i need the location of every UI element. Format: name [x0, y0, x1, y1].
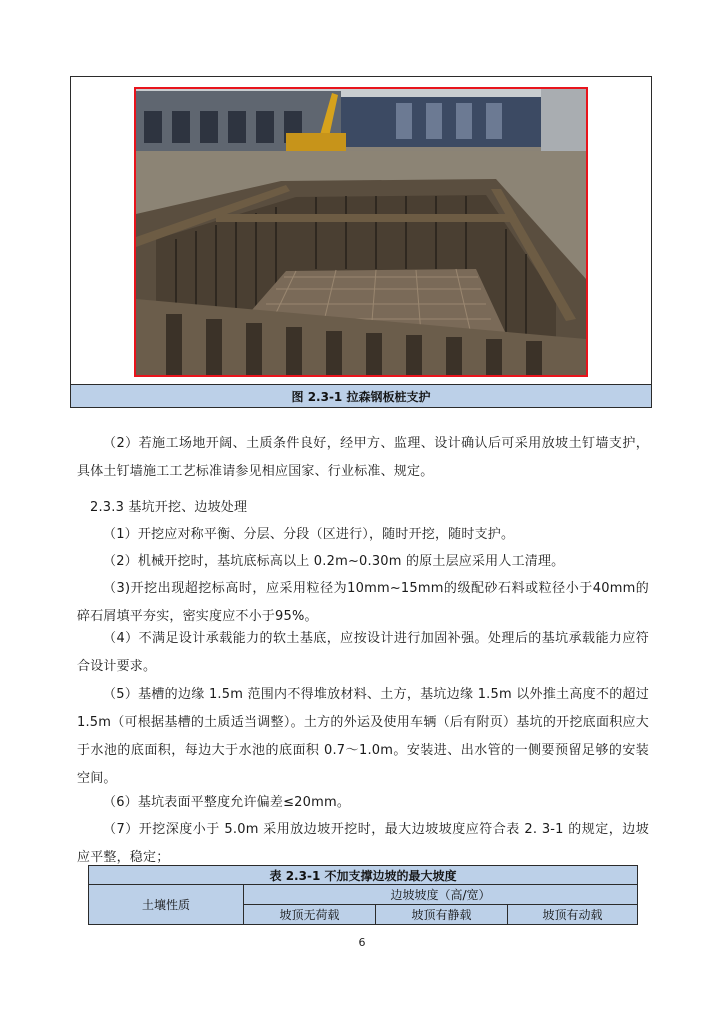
paragraph-item-7: （7）开挖深度小于 5.0m 采用放边坡开挖时，最大边坡坡度应符合表 2. 3-1 的规定，边坡应平整，稳定；: [77, 822, 649, 865]
table-group-header: 边坡坡度（高/宽）: [244, 885, 638, 905]
paragraph-item-1: （1）开挖应对称平衡、分层、分段（区进行），随时开挖，随时支护。: [103, 527, 515, 542]
page-number: 6: [358, 936, 366, 949]
table-title: 表 2.3-1 不加支撑边坡的最大坡度: [89, 866, 638, 885]
figure-box: [70, 76, 652, 408]
slope-table: [88, 865, 638, 925]
section-heading: 2.3.3 基坑开挖、边坡处理: [90, 500, 248, 515]
table-column-static-load: 坡顶有静载: [376, 905, 508, 925]
paragraph-soil-nail-wall: （2）若施工场地开阔、土质条件良好，经甲方、监理、设计确认后可采用放坡土钉墙支护，具体土钉墙施工工艺标准请参见相应国家、行业标准、规定。: [77, 436, 649, 479]
paragraph-item-4: （4）不满足设计承载能力的软土基底，应按设计进行加固补强。处理后的基坑承载能力应符合设计要求。: [77, 631, 649, 674]
paragraph-item-2: （2）机械开挖时，基坑底标高以上 0.2m~0.30m 的原土层应采用人工清理。: [103, 554, 565, 569]
table-column-dynamic-load: 坡顶有动载: [508, 905, 638, 925]
paragraph-item-5: （5）基槽的边缘 1.5m 范围内不得堆放材料、土方，基坑边缘 1.5m 以外推土高度不的超过 1.5m（可根据基槽的土质适当调整）。土方的外运及使用车辆（后有附页）基坑的开挖底面积应大于水池的底面积，每边大于水池的底面积 0.7～1.0m。安装进、出水管的一侧要预留足够的安装空间。: [77, 687, 649, 786]
paragraph-item-6: （6）基坑表面平整度允许偏差≤20mm。: [103, 795, 351, 810]
excavation-photo-illustration: [136, 89, 586, 375]
figure-caption: 图 2.3-1 拉森钢板桩支护: [71, 384, 651, 407]
table-row-header: 土壤性质: [89, 885, 244, 925]
paragraph-item-3: （3)开挖出现超挖标高时，应采用粒径为10mm~15mm的级配砂石料或粒径小于40mm的碎石屑填平夯实，密实度应不小于95%。: [77, 581, 649, 624]
excavation-photo: [134, 87, 588, 377]
table-column-no-load: 坡顶无荷载: [244, 905, 376, 925]
